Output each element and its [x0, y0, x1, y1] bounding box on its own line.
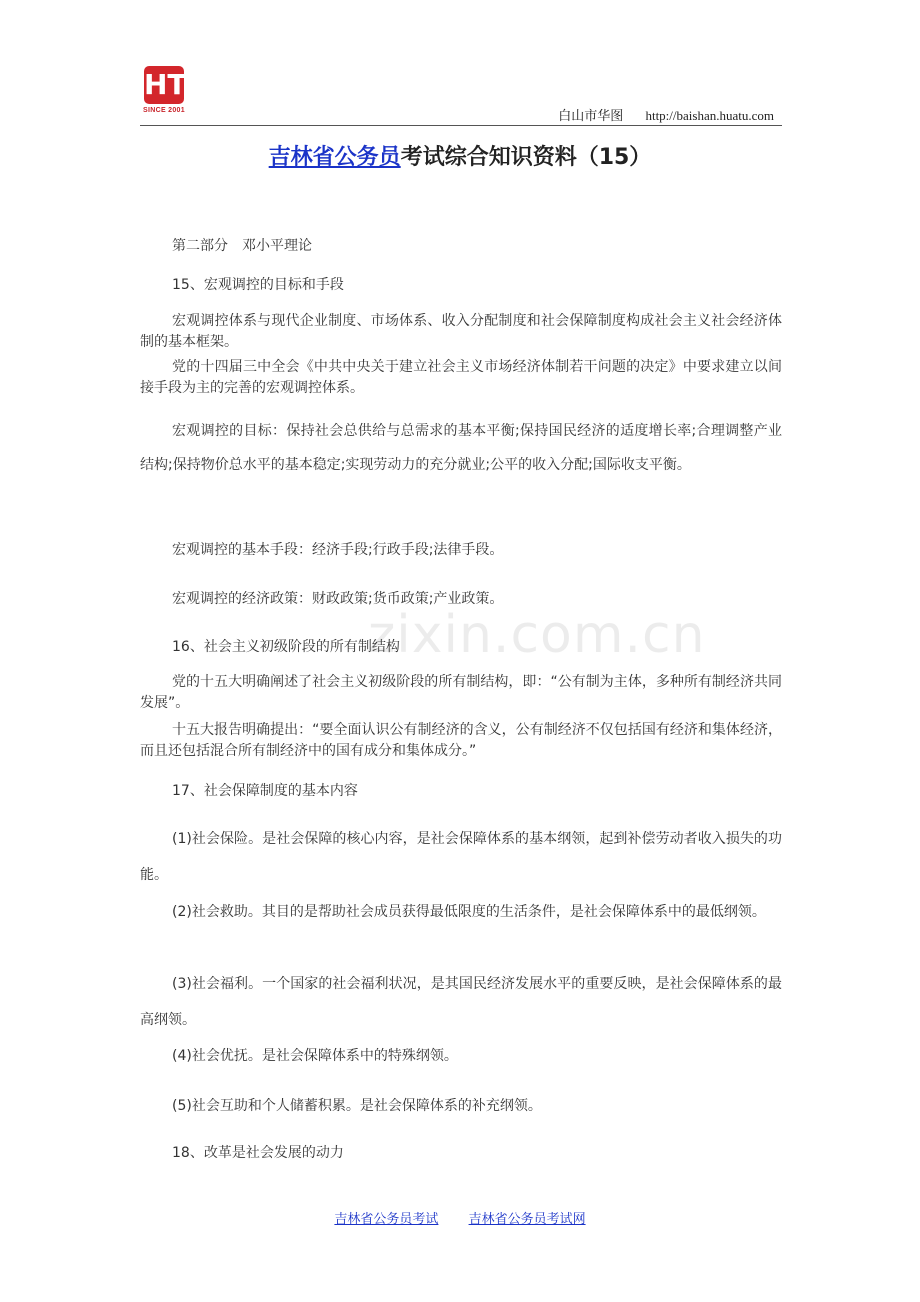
- watermark: zixin.com.cn: [368, 605, 706, 665]
- paragraph-15-1: 宏观调控体系与现代企业制度、市场体系、收入分配制度和社会保障制度构成社会主义社会经济体制的基本框架。: [140, 313, 782, 350]
- paragraph-16-2: 十五大报告明确提出：“要全面认识公有制经济的含义，公有制经济不仅包括国有经济和集体经济，而且还包括混合所有制经济中的国有成分和集体成分。”: [140, 722, 782, 759]
- paragraph-17-2: (2)社会救助。其目的是帮助社会成员获得最低限度的生活条件，是社会保障体系中的最低纲领。: [172, 904, 766, 920]
- paragraph-16-1: 党的十五大明确阐述了社会主义初级阶段的所有制结构，即：“公有制为主体，多种所有制经济共同发展”。: [140, 674, 782, 711]
- logo-mark: HT: [144, 66, 184, 104]
- paragraph-17-1: (1)社会保险。是社会保障的核心内容，是社会保障体系的基本纲领，起到补偿劳动者收入损失的功能。: [140, 831, 782, 883]
- page-header-info: [558, 105, 774, 124]
- page-footer: [0, 1208, 920, 1227]
- site-name: 白山市华图: [558, 109, 624, 124]
- document-title: [0, 140, 920, 171]
- title-link[interactable]: 吉林省公务员: [268, 145, 401, 170]
- footer-link-exam[interactable]: 吉林省公务员考试: [334, 1212, 439, 1227]
- paragraph-15-5: 宏观调控的经济政策：财政政策;货币政策;产业政策。: [172, 591, 504, 607]
- site-url: http://baishan.huatu.com: [645, 108, 774, 123]
- header-divider: [140, 125, 782, 126]
- paragraph-15-4: 宏观调控的基本手段：经济手段;行政手段;法律手段。: [172, 542, 504, 558]
- paragraph-15-2: 党的十四届三中全会《中共中央关于建立社会主义市场经济体制若干问题的决定》中要求建立以间接手段为主的完善的宏观调控体系。: [140, 359, 782, 396]
- section-heading-17: 17、社会保障制度的基本内容: [172, 783, 358, 799]
- section-heading-16: 16、社会主义初级阶段的所有制结构: [172, 639, 400, 655]
- part-heading: 第二部分 邓小平理论: [172, 238, 312, 254]
- huatu-logo: [140, 66, 188, 116]
- title-rest: 考试综合知识资料（15）: [400, 145, 652, 170]
- logo-since-text: SINCE 2001: [143, 107, 185, 114]
- paragraph-17-3: (3)社会福利。一个国家的社会福利状况，是其国民经济发展水平的重要反映，是社会保障体系的最高纲领。: [140, 976, 782, 1028]
- paragraph-15-3: 宏观调控的目标：保持社会总供给与总需求的基本平衡;保持国民经济的适度增长率;合理调整产业结构;保持物价总水平的基本稳定;实现劳动力的充分就业;公平的收入分配;国际收支平衡。: [140, 423, 782, 473]
- footer-link-exam-site[interactable]: 吉林省公务员考试网: [468, 1212, 586, 1227]
- paragraph-17-4: (4)社会优抚。是社会保障体系中的特殊纲领。: [172, 1048, 458, 1064]
- section-heading-15: 15、宏观调控的目标和手段: [172, 277, 344, 293]
- section-heading-18: 18、改革是社会发展的动力: [172, 1145, 344, 1161]
- paragraph-17-5: (5)社会互助和个人储蓄积累。是社会保障体系的补充纲领。: [172, 1098, 542, 1114]
